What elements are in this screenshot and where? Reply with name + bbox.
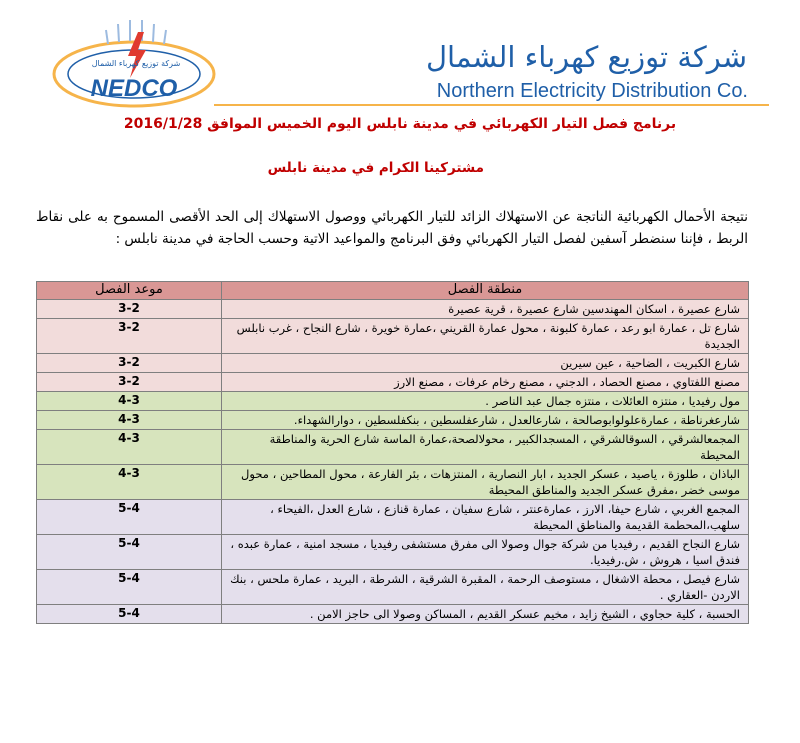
table-row (37, 392, 749, 411)
table-row (37, 570, 749, 605)
time-cell: 4-3 (37, 465, 222, 500)
area-column-header: منطقة الفصل (222, 282, 749, 300)
time-cell: 3-2 (37, 319, 222, 354)
time-cell: 3-2 (37, 300, 222, 319)
table-row (37, 354, 749, 373)
table-header-row (37, 282, 749, 300)
time-cell: 4-3 (37, 430, 222, 465)
header-divider (214, 104, 769, 106)
company-name-arabic: شركة توزيع كهرباء الشمال (425, 40, 747, 74)
svg-text:NEDCO: NEDCO (90, 75, 178, 102)
table-row (37, 465, 749, 500)
time-cell: 5-4 (37, 570, 222, 605)
svg-text:شركة توزيع كهرباء الشمال: شركة توزيع كهرباء الشمال (91, 59, 181, 68)
table-row (37, 430, 749, 465)
area-cell: شارع عصيرة ، اسكان المهندسين شارع عصيرة ، قرية عصيرة (222, 300, 749, 319)
time-cell: 5-4 (37, 605, 222, 624)
area-cell: شارع الكبريت ، الضاحية ، عين سيرين (222, 354, 749, 373)
time-column-header: موعد الفصل (37, 282, 222, 300)
time-cell: 3-2 (37, 354, 222, 373)
cutoff-schedule-table (36, 281, 749, 624)
time-cell: 4-3 (37, 411, 222, 430)
page-header (0, 0, 800, 112)
greeting: مشتركينا الكرام في مدينة نابلس (267, 160, 484, 176)
area-cell: شارع فيصل ، محطة الاشغال ، مستوصف الرحمة ، المقبرة الشرقية ، الشرطة ، البريد ، عمارة ملحس ، بنك الاردن -العقاري . (222, 570, 749, 605)
time-cell: 3-2 (37, 373, 222, 392)
table-row (37, 300, 749, 319)
nedco-logo-icon (46, 16, 222, 112)
table-row (37, 500, 749, 535)
company-name-english: Northern Electricity Distribution Co. (436, 80, 748, 102)
page-title: برنامج فصل التيار الكهربائي في مدينة نابلس اليوم الخميس الموافق 2016/1/28 (123, 116, 677, 132)
area-cell: الحسبة ، كلية حجاوي ، الشيخ زايد ، مخيم عسكر القديم ، المساكن وصولا الى حاجز الامن . (222, 605, 749, 624)
area-cell: شارع تل ، عمارة ابو رعد ، عمارة كلبونة ، محول عمارة القريني ،عمارة خويرة ، شارع النجاح ، غرب نابلس الجديدة (222, 319, 749, 354)
table-row (37, 535, 749, 570)
area-cell: المجمعالشرقي ، السوقالشرقي ، المسجدالكبير ، محولالصحة،عمارة الماسة شارع الحرية والمناطقة المحيطة (222, 430, 749, 465)
table-row (37, 319, 749, 354)
time-cell: 5-4 (37, 500, 222, 535)
time-cell: 5-4 (37, 535, 222, 570)
area-cell: شارعغرناطة ، عمارةعلولوابوصالحة ، شارعالعدل ، شارعفلسطين ، بنكفلسطين ، دوارالشهداء. (222, 411, 749, 430)
intro-paragraph: نتيجة الأحمال الكهربائية الناتجة عن الاستهلاك الزائد للتيار الكهربائي ووصول الاستهلاك إلى الحد الأقصى المسموح به على نقاط الربط ، فإننا سنضطر آسفين لفصل التيار الكهربائي وفق البرنامج والمواعيد الاتية وحسب الحاجة في مدينة نابلس : (36, 209, 748, 247)
area-cell: المجمع الغربي ، شارع حيفا، الارز ، عمارةعنتر ، شارع سفيان ، عمارة قنازع ، شارع العدل ،الفيحاء ، سلهب،المحطمة القديمة والمناطق المحيطة (222, 500, 749, 535)
table-row (37, 605, 749, 624)
area-cell: شارع النجاح القديم ، رفيديا من شركة جوال وصولا الى مفرق مستشفى رفيديا ، مسجد امنية ، عمارة عبده ، فندق اسيا ، هروش ، ش.رفيديا. (222, 535, 749, 570)
time-cell: 4-3 (37, 392, 222, 411)
area-cell: الباذان ، طلوزة ، ياصيد ، عسكر الجديد ، ابار النصارية ، المنتزهات ، بئر الفارعة ، محول المطاحين ، محول موسى خضر ،مفرق عسكر الجديد والمناطق المحيطة (222, 465, 749, 500)
table-row (37, 373, 749, 392)
table-row (37, 411, 749, 430)
area-cell: مصنع اللفتاوي ، مصنع الحصاد ، الدجني ، مصنع رخام عرفات ، مصنع الارز (222, 373, 749, 392)
area-cell: مول رفيديا ، منتزه العائلات ، منتزه جمال عبد الناصر . (222, 392, 749, 411)
